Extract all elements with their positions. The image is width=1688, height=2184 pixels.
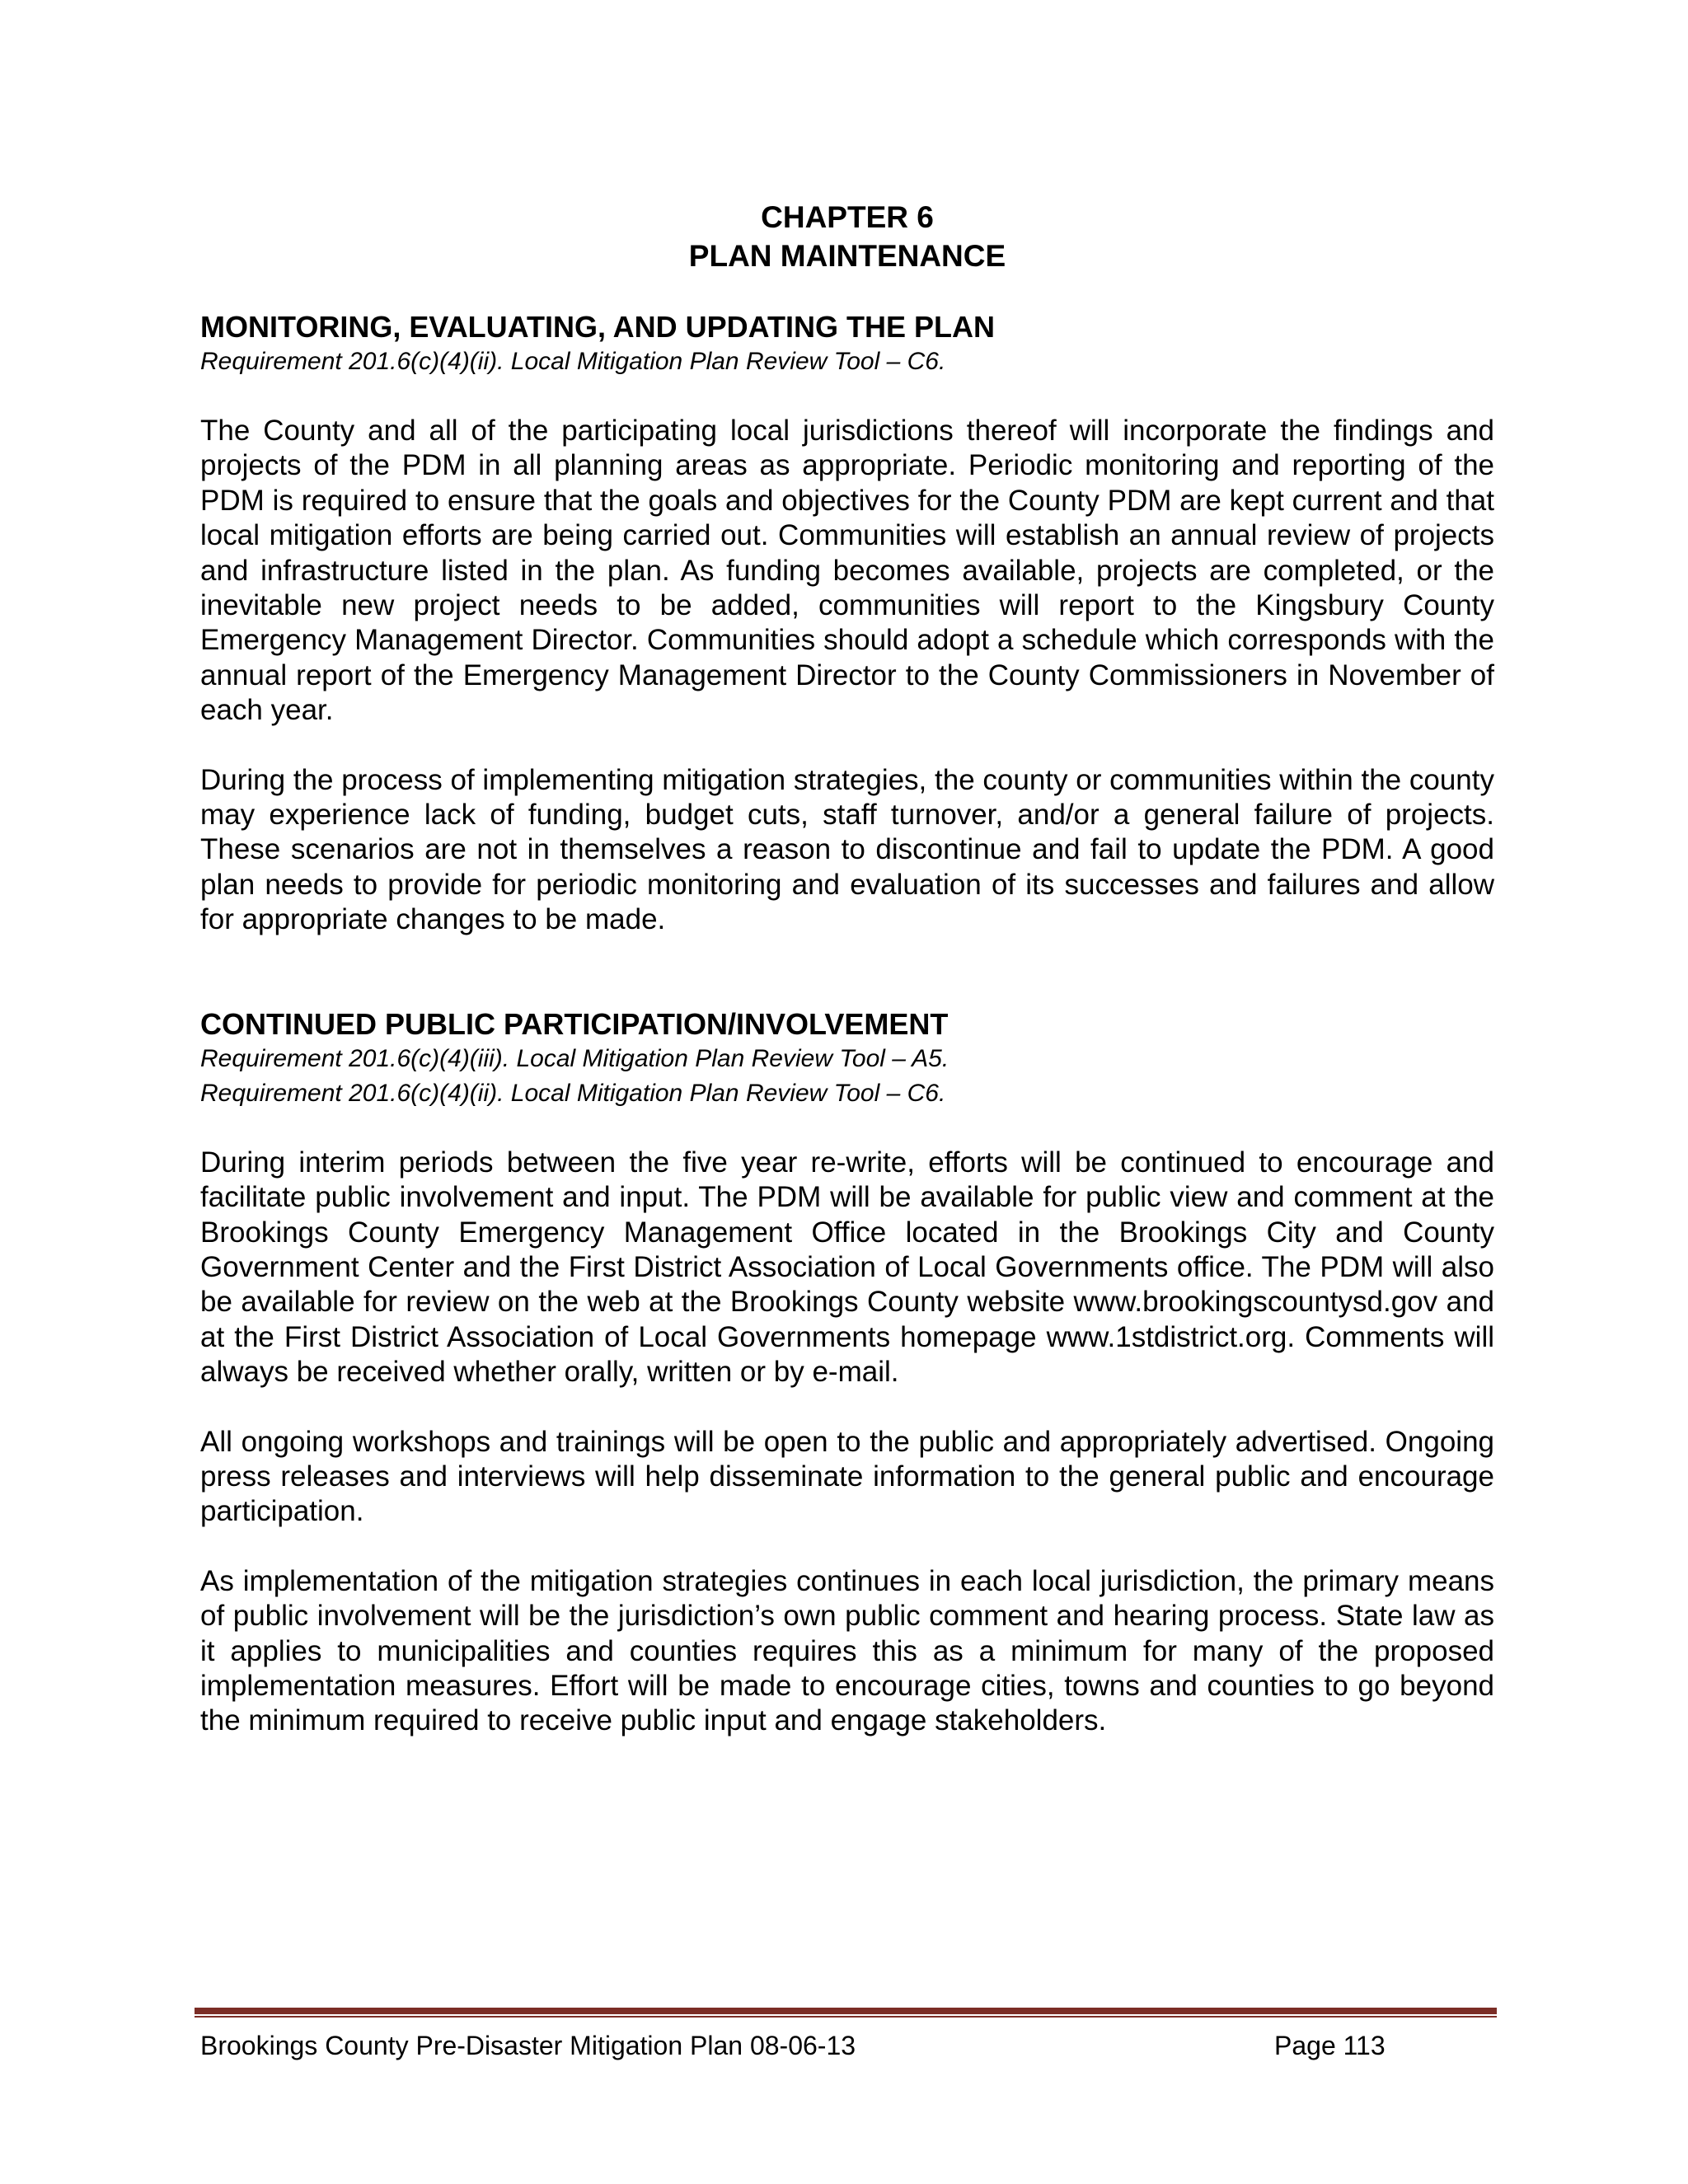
section-heading-public-participation: CONTINUED PUBLIC PARTICIPATION/INVOLVEMENT [200,1006,949,1041]
requirement-line: Requirement 201.6(c)(4)(ii). Local Mitigation Plan Review Tool – C6. [200,348,946,375]
footer-rule-thin [195,2016,1497,2018]
requirement-line: Requirement 201.6(c)(4)(ii). Local Mitigation Plan Review Tool – C6. [200,1079,946,1107]
paragraph: As implementation of the mitigation strategies continues in each local jurisdiction, the primary means of public involvement will be the jurisdiction’s own public comment and hearing process. State law as it applies to municipalities and counties requires this as a minimum for many of the proposed implementation measures. Effort will be made to encourage cities, towns and counties to go beyond the minimum required to receive public input and engage stakeholders. [200,1564,1494,1737]
footer-page-number: Page 113 [1274,2031,1386,2060]
page-content [200,198,1494,1739]
paragraph: All ongoing workshops and trainings will be open to the public and appropriately advertised. Ongoing press releases and interviews will help disseminate information to the general public and encourage participation. [200,1425,1494,1528]
chapter-title: PLAN MAINTENANCE [688,239,1006,273]
footer-document-title: Brookings County Pre-Disaster Mitigation Plan 08-06-13 [200,2031,856,2060]
paragraph: During interim periods between the five year re-write, efforts will be continued to encourage and facilitate public involvement and input. The PDM will be available for public view and comment at the Brookings County Emergency Management Office located in the Brookings City and County Government Center and the First District Association of Local Governments office. The PDM will also be available for review on the web at the Brookings County website www.brookingscountysd.gov and at the First District Association of Local Governments homepage www.1stdistrict.org. Comments will always be received whether orally, written or by e-mail. [200,1146,1494,1389]
paragraph: During the process of implementing mitigation strategies, the county or communities within the county may experience lack of funding, budget cuts, staff turnover, and/or a general failure of projects. These scenarios are not in themselves a reason to discontinue and fail to update the PDM. A good plan needs to provide for periodic monitoring and evaluation of its successes and failures and allow for appropriate changes to be made. [200,763,1494,936]
section-heading-monitoring: MONITORING, EVALUATING, AND UPDATING THE PLAN [200,310,995,344]
chapter-number: CHAPTER 6 [761,200,934,234]
requirement-line: Requirement 201.6(c)(4)(iii). Local Mitigation Plan Review Tool – A5. [200,1044,950,1072]
paragraph: The County and all of the participating local jurisdictions thereof will incorporate the findings and projects of the PDM in all planning areas as appropriate. Periodic monitoring and reporting of the PDM is required to ensure that the goals and objectives for the County PDM are kept current and that local mitigation efforts are being carried out. Communities will establish an annual review of projects and infrastructure listed in the plan. As funding becomes available, projects are completed, or the inevitable new project needs to be added, communities will report to the Kingsbury County Emergency Management Director. Communities should adopt a schedule which corresponds with the annual report of the Emergency Management Director to the County Commissioners in November of each year. [200,415,1494,727]
footer-rule [195,2008,1497,2014]
